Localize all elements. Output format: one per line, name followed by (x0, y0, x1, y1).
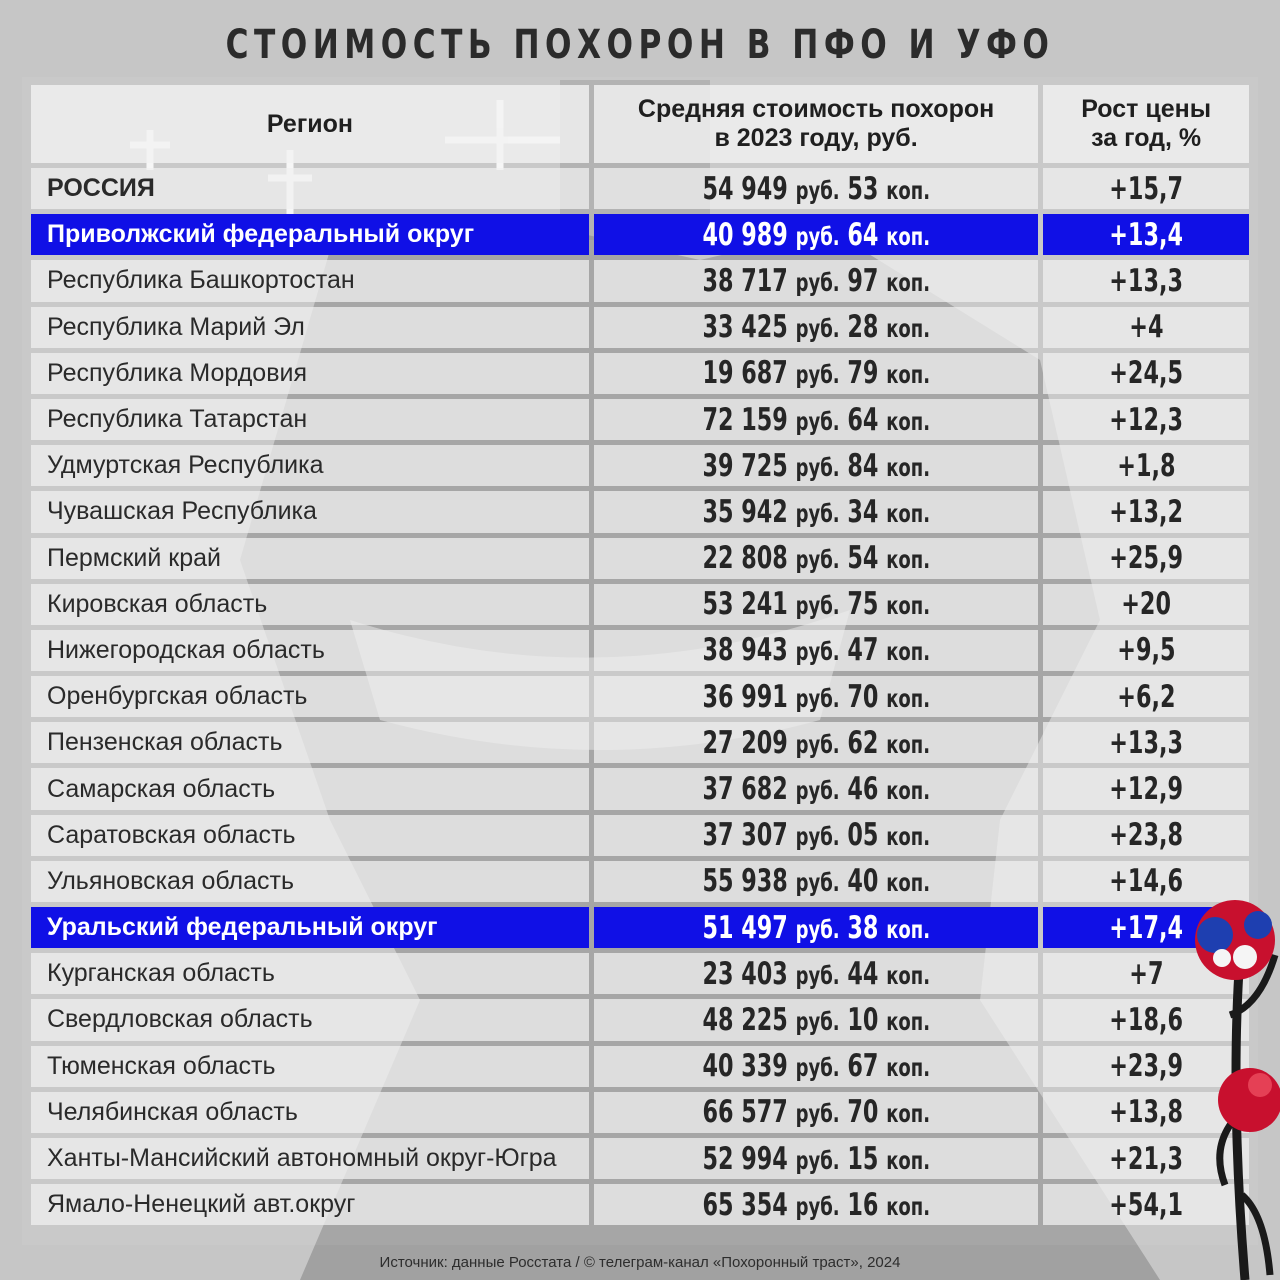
rub-unit: руб. (795, 1006, 840, 1036)
growth-value: +13,3 (1109, 724, 1184, 761)
cost-cell (594, 907, 1038, 948)
cost-kopecks: 64 (847, 216, 879, 253)
cost-cell (594, 538, 1038, 579)
cost-kopecks: 70 (847, 678, 879, 715)
cost-cell (594, 999, 1038, 1040)
kop-unit: коп. (886, 1191, 930, 1221)
cost-rubles: 36 991 (702, 678, 788, 715)
cost-cell (594, 491, 1038, 532)
region-cell: Республика Марий Эл (31, 307, 589, 348)
kop-unit: коп. (886, 406, 930, 436)
kop-unit: коп. (886, 221, 930, 251)
table-row (31, 1138, 1249, 1179)
rub-unit: руб. (795, 314, 840, 344)
growth-cell (1043, 538, 1249, 579)
cost-cell (594, 722, 1038, 763)
region-cell: Республика Мордовия (31, 353, 589, 394)
table-row (31, 1046, 1249, 1087)
cost-rubles: 27 209 (702, 724, 788, 761)
rub-unit: руб. (795, 360, 840, 390)
cost-cell (594, 445, 1038, 486)
kop-unit: коп. (886, 822, 930, 852)
table-header-row (31, 85, 1249, 163)
table-row (31, 953, 1249, 994)
cost-cell (594, 353, 1038, 394)
cost-rubles: 37 307 (702, 817, 788, 854)
kop-unit: коп. (886, 1145, 930, 1175)
growth-value: +13,2 (1109, 493, 1184, 530)
table-row (31, 722, 1249, 763)
growth-value: +9,5 (1117, 632, 1176, 669)
rub-unit: руб. (795, 914, 840, 944)
growth-value: +14,6 (1109, 863, 1184, 900)
growth-cell (1043, 214, 1249, 255)
region-cell: Свердловская область (31, 999, 589, 1040)
kop-unit: коп. (886, 1006, 930, 1036)
growth-value: +6,2 (1117, 678, 1176, 715)
region-cell: Чувашская Республика (31, 491, 589, 532)
kop-unit: коп. (886, 1053, 930, 1083)
kop-unit: коп. (886, 545, 930, 575)
cost-rubles: 23 403 (702, 955, 788, 992)
cost-cell (594, 630, 1038, 671)
rub-unit: руб. (795, 1099, 840, 1129)
cost-cell (594, 1046, 1038, 1087)
growth-value: +25,9 (1109, 540, 1184, 577)
rub-unit: руб. (795, 267, 840, 297)
table-row (31, 861, 1249, 902)
cost-rubles: 22 808 (702, 540, 788, 577)
cost-kopecks: 84 (847, 447, 879, 484)
cost-cell (594, 768, 1038, 809)
cost-cell (594, 861, 1038, 902)
growth-cell (1043, 630, 1249, 671)
region-cell: Кировская область (31, 584, 589, 625)
cost-cell (594, 1092, 1038, 1133)
cost-rubles: 38 943 (702, 632, 788, 669)
growth-value: +12,3 (1109, 401, 1184, 438)
kop-unit: коп. (886, 314, 930, 344)
rub-unit: руб. (795, 591, 840, 621)
growth-cell (1043, 584, 1249, 625)
cost-kopecks: 46 (847, 771, 879, 808)
cost-kopecks: 53 (847, 170, 879, 207)
table-row (31, 584, 1249, 625)
kop-unit: коп. (886, 452, 930, 482)
growth-cell (1043, 676, 1249, 717)
table-row (31, 630, 1249, 671)
cost-rubles: 51 497 (702, 909, 788, 946)
growth-value: +23,9 (1109, 1048, 1184, 1085)
cost-kopecks: 75 (847, 586, 879, 623)
cost-rubles: 54 949 (702, 170, 788, 207)
rub-unit: руб. (795, 221, 840, 251)
region-cell: Ямало-Ненецкий авт.округ (31, 1184, 589, 1225)
cost-kopecks: 79 (847, 355, 879, 392)
kop-unit: коп. (886, 776, 930, 806)
source-caption: Источник: данные Росстата / © телеграм-канал «Похоронный траст», 2024 (379, 1254, 901, 1271)
table-row (31, 214, 1249, 255)
region-cell: Пермский край (31, 538, 589, 579)
growth-value: +13,4 (1109, 216, 1184, 253)
table-body (31, 168, 1249, 1225)
growth-value: +12,9 (1109, 771, 1184, 808)
region-cell: Нижегородская область (31, 630, 589, 671)
header-cost: Средняя стоимость похорон в 2023 году, руб. (594, 85, 1038, 163)
table-row (31, 538, 1249, 579)
cost-cell (594, 815, 1038, 856)
growth-cell (1043, 491, 1249, 532)
growth-value: +18,6 (1109, 1001, 1184, 1038)
cost-rubles: 40 989 (702, 216, 788, 253)
growth-cell (1043, 722, 1249, 763)
table-row (31, 999, 1249, 1040)
growth-value: +23,8 (1109, 817, 1184, 854)
cost-cell (594, 399, 1038, 440)
cost-rubles: 35 942 (702, 493, 788, 530)
kop-unit: коп. (886, 637, 930, 667)
cost-rubles: 53 241 (702, 586, 788, 623)
kop-unit: коп. (886, 960, 930, 990)
table-row (31, 168, 1249, 209)
cost-rubles: 19 687 (702, 355, 788, 392)
cost-rubles: 33 425 (702, 309, 788, 346)
growth-value: +54,1 (1109, 1186, 1184, 1223)
cost-kopecks: 38 (847, 909, 879, 946)
kop-unit: коп. (886, 360, 930, 390)
growth-cell (1043, 353, 1249, 394)
page-title: СТОИМОСТЬ ПОХОРОН В ПФО И УФО (225, 22, 1055, 68)
rub-unit: руб. (795, 683, 840, 713)
rub-unit: руб. (795, 406, 840, 436)
cost-kopecks: 34 (847, 493, 879, 530)
cost-cell (594, 307, 1038, 348)
table-row (31, 445, 1249, 486)
cost-kopecks: 40 (847, 863, 879, 900)
cost-kopecks: 44 (847, 955, 879, 992)
region-cell: Челябинская область (31, 1092, 589, 1133)
cost-kopecks: 10 (847, 1001, 879, 1038)
region-cell: Тюменская область (31, 1046, 589, 1087)
region-cell: Пензенская область (31, 722, 589, 763)
table-row (31, 399, 1249, 440)
rub-unit: руб. (795, 822, 840, 852)
table-row (31, 1184, 1249, 1225)
growth-cell (1043, 815, 1249, 856)
cost-kopecks: 28 (847, 309, 879, 346)
region-cell: Оренбургская область (31, 676, 589, 717)
cost-cell (594, 953, 1038, 994)
cost-kopecks: 67 (847, 1048, 879, 1085)
table-row (31, 815, 1249, 856)
growth-cell (1043, 399, 1249, 440)
rub-unit: руб. (795, 175, 840, 205)
region-cell: Курганская область (31, 953, 589, 994)
table-row (31, 307, 1249, 348)
rub-unit: руб. (795, 776, 840, 806)
cost-kopecks: 05 (847, 817, 879, 854)
kop-unit: коп. (886, 498, 930, 528)
region-cell: Ульяновская область (31, 861, 589, 902)
cost-cell (594, 214, 1038, 255)
growth-value: +24,5 (1109, 355, 1184, 392)
growth-value: +1,8 (1117, 447, 1176, 484)
growth-value: +21,3 (1109, 1140, 1184, 1177)
header-growth: Рост цены за год, % (1043, 85, 1249, 163)
cost-kopecks: 15 (847, 1140, 879, 1177)
growth-cell (1043, 768, 1249, 809)
rub-unit: руб. (795, 1053, 840, 1083)
cost-rubles: 55 938 (702, 863, 788, 900)
table-row (31, 491, 1249, 532)
cost-kopecks: 47 (847, 632, 879, 669)
growth-cell (1043, 260, 1249, 301)
kop-unit: коп. (886, 267, 930, 297)
cost-rubles: 72 159 (702, 401, 788, 438)
rub-unit: руб. (795, 452, 840, 482)
cost-table (26, 80, 1254, 1230)
region-cell: Уральский федеральный округ (31, 907, 589, 948)
table-row (31, 676, 1249, 717)
rub-unit: руб. (795, 729, 840, 759)
rub-unit: руб. (795, 545, 840, 575)
cost-rubles: 40 339 (702, 1048, 788, 1085)
growth-value: +20 (1121, 586, 1172, 623)
cost-cell (594, 1138, 1038, 1179)
growth-value: +4 (1129, 309, 1164, 346)
rub-unit: руб. (795, 868, 840, 898)
rub-unit: руб. (795, 498, 840, 528)
cost-cell (594, 1184, 1038, 1225)
growth-value: +13,3 (1109, 262, 1184, 299)
kop-unit: коп. (886, 683, 930, 713)
rub-unit: руб. (795, 637, 840, 667)
header-region: Регион (31, 85, 589, 163)
table-row (31, 260, 1249, 301)
cost-kopecks: 64 (847, 401, 879, 438)
cost-kopecks: 54 (847, 540, 879, 577)
cost-kopecks: 97 (847, 262, 879, 299)
rub-unit: руб. (795, 1145, 840, 1175)
kop-unit: коп. (886, 914, 930, 944)
growth-cell (1043, 445, 1249, 486)
table-row (31, 1092, 1249, 1133)
kop-unit: коп. (886, 175, 930, 205)
cost-kopecks: 16 (847, 1186, 879, 1223)
growth-value: +7 (1129, 955, 1164, 992)
growth-value: +13,8 (1109, 1094, 1184, 1131)
growth-cell (1043, 168, 1249, 209)
region-cell: Ханты-Мансийский автономный округ-Югра (31, 1138, 589, 1179)
carnation-flowers-icon (1170, 895, 1280, 1280)
kop-unit: коп. (886, 591, 930, 621)
table-row (31, 353, 1249, 394)
cost-cell (594, 168, 1038, 209)
kop-unit: коп. (886, 1099, 930, 1129)
region-cell: Самарская область (31, 768, 589, 809)
cost-rubles: 37 682 (702, 771, 788, 808)
cost-cell (594, 584, 1038, 625)
region-cell: Республика Башкортостан (31, 260, 589, 301)
table-row (31, 907, 1249, 948)
cost-rubles: 66 577 (702, 1094, 788, 1131)
kop-unit: коп. (886, 729, 930, 759)
region-cell: Удмуртская Республика (31, 445, 589, 486)
cost-cell (594, 676, 1038, 717)
cost-kopecks: 62 (847, 724, 879, 761)
cost-rubles: 38 717 (702, 262, 788, 299)
growth-value: +17,4 (1109, 909, 1184, 946)
rub-unit: руб. (795, 960, 840, 990)
cost-kopecks: 70 (847, 1094, 879, 1131)
region-cell: Приволжский федеральный округ (31, 214, 589, 255)
cost-rubles: 48 225 (702, 1001, 788, 1038)
cost-rubles: 39 725 (702, 447, 788, 484)
cost-cell (594, 260, 1038, 301)
kop-unit: коп. (886, 868, 930, 898)
rub-unit: руб. (795, 1191, 840, 1221)
region-cell: Республика Татарстан (31, 399, 589, 440)
cost-rubles: 65 354 (702, 1186, 788, 1223)
growth-value: +15,7 (1109, 170, 1184, 207)
region-cell: РОССИЯ (31, 168, 589, 209)
region-cell: Саратовская область (31, 815, 589, 856)
table-row (31, 768, 1249, 809)
growth-cell (1043, 307, 1249, 348)
cost-rubles: 52 994 (702, 1140, 788, 1177)
